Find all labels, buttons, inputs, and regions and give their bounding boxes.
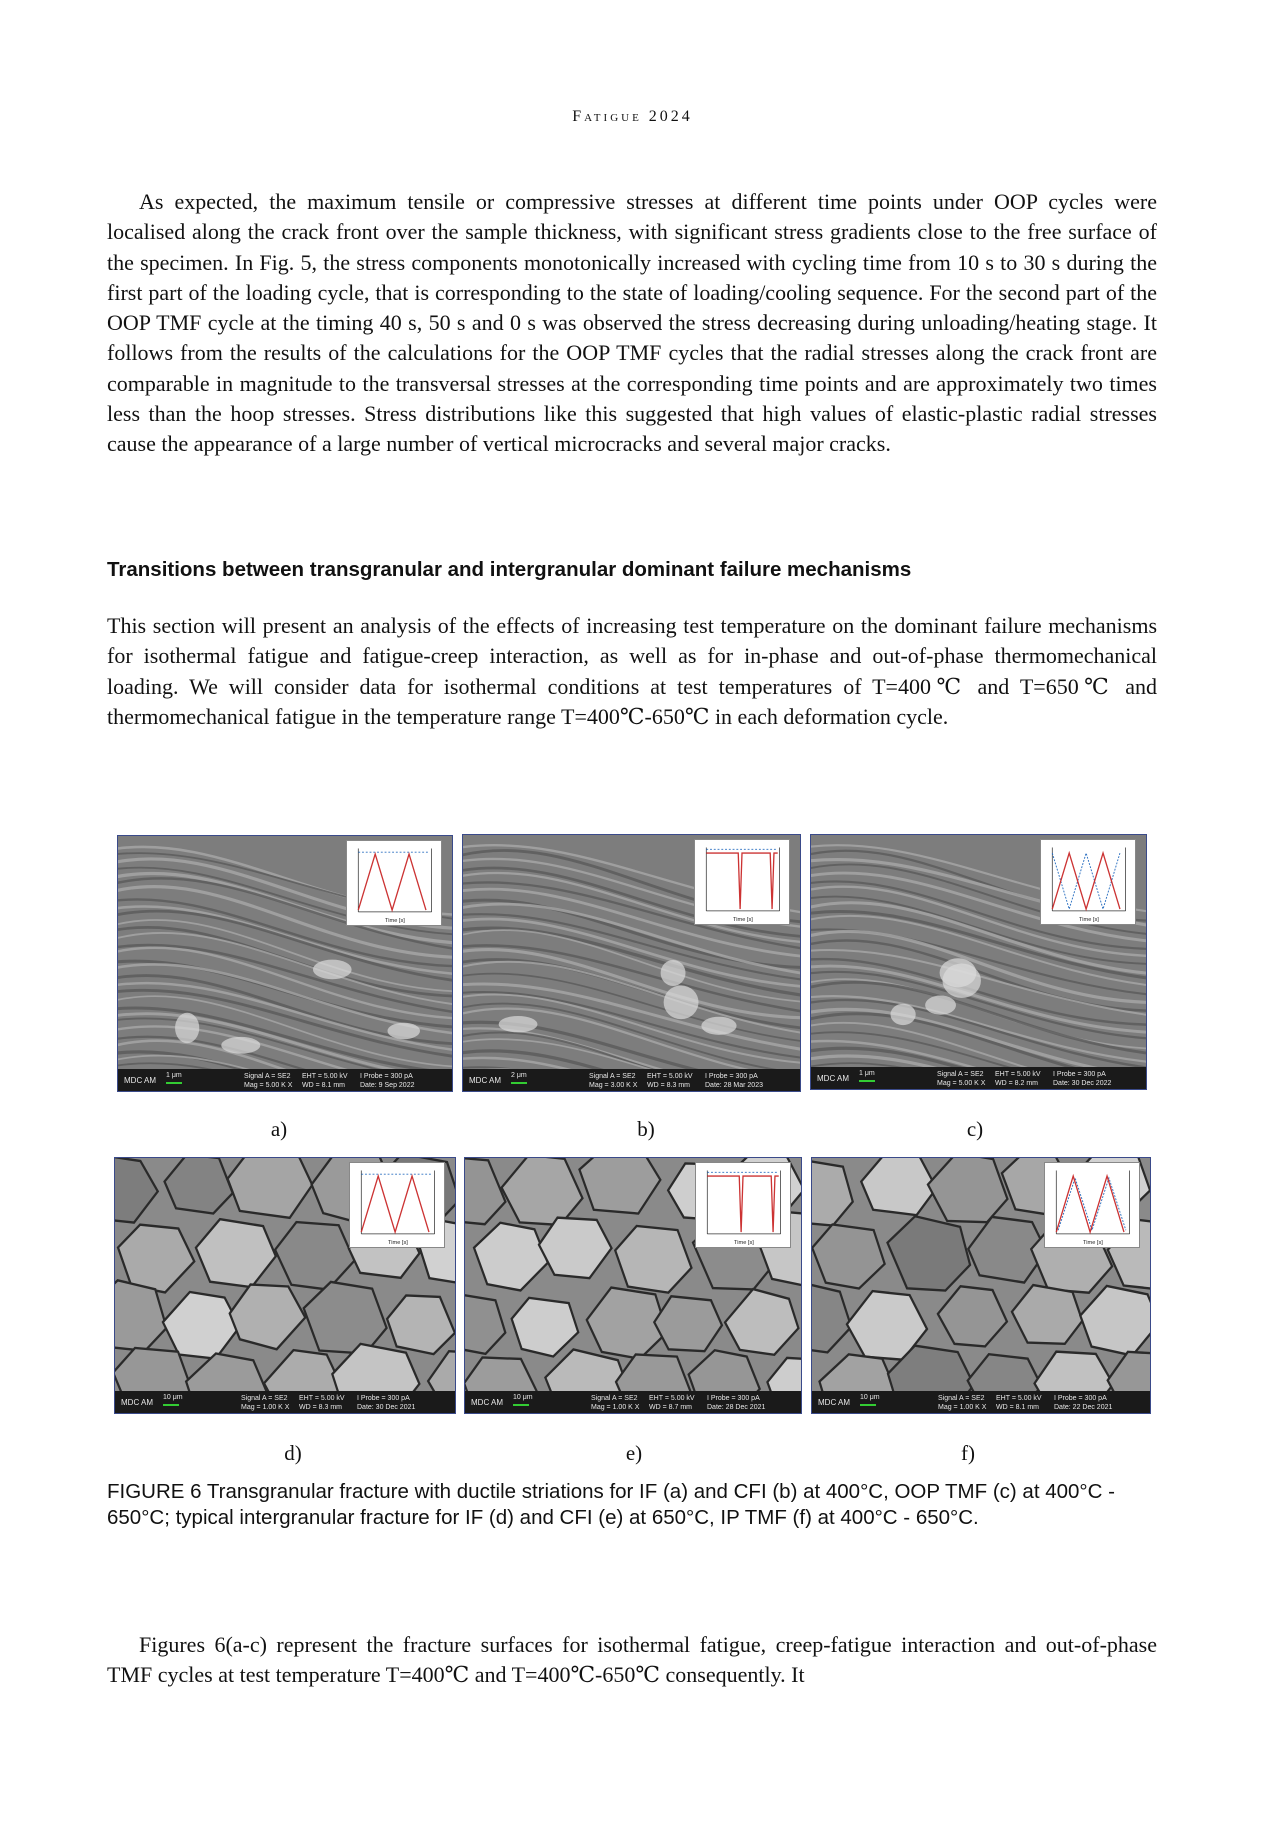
panel-label-a: a) [270,1117,288,1141]
scale-bar: 2 μm [511,1071,527,1084]
scale-bar: 10 μm [163,1393,183,1406]
panel-c [810,834,1147,1090]
sem-logo: MDC AM [124,1076,156,1085]
inset-loading-diagram [695,1162,791,1248]
svg-text:Time [s]: Time [s] [388,1240,408,1247]
sem-signal: Signal A = SE2 Mag = 5.00 K X [937,1071,986,1087]
panel-f [811,1157,1151,1414]
sem-data-bar [465,1391,801,1413]
sem-signal: Signal A = SE2 Mag = 1.00 K X [938,1395,987,1411]
sem-signal: Signal A = SE2 Mag = 5.00 K X [244,1073,293,1089]
sem-logo: MDC AM [121,1398,153,1407]
sem-probe: I Probe = 300 pA Date: 30 Dec 2021 [357,1395,416,1411]
sem-data-bar [115,1391,455,1413]
panel-label-b: b) [637,1117,655,1141]
scale-bar: 1 μm [166,1071,182,1084]
inset-loading-diagram [349,1162,445,1248]
sem-probe: I Probe = 300 pA Date: 9 Sep 2022 [360,1073,415,1089]
sem-probe: I Probe = 300 pA Date: 28 Mar 2023 [705,1073,763,1089]
paragraph-stress: As expected, the maximum tensile or compressive stresses at different time points under OOP cycles were localised along the crack front over the sample thickness, with significant stress gradients close to the free surface of the specimen. In Fig. 5, the stress components monotonically increased with cycling time from 10 s to 30 s during the first part of the loading cycle, that is corresponding to the state of loading/cooling sequence. For the second part of the OOP TMF cycle at the timing 40 s, 50 s and 0 s was observed the stress decreasing during unloading/heating stage. It follows from the results of the calculations for the OOP TMF cycles that the radial stresses along the crack front are comparable in magnitude to the transversal stresses at the corresponding time points and are approximately two times less than the hoop stresses. Stress distributions like this suggested that high values of elastic-plastic radial stresses cause the appearance of a large number of vertical microcracks and several major cracks. [107,189,1157,457]
sem-logo: MDC AM [469,1076,501,1085]
sem-eht: EHT = 5.00 kV WD = 8.1 mm [996,1395,1042,1411]
inset-loading-diagram [346,840,442,926]
sem-data-bar [811,1067,1146,1089]
sem-signal: Signal A = SE2 Mag = 1.00 K X [241,1395,290,1411]
sem-eht: EHT = 5.00 kV WD = 8.7 mm [649,1395,695,1411]
scale-bar: 1 μm [859,1069,875,1082]
sem-eht: EHT = 5.00 kV WD = 8.3 mm [647,1073,693,1089]
panel-label-c: c) [966,1117,984,1141]
sem-eht: EHT = 5.00 kV WD = 8.1 mm [302,1073,348,1089]
panel-label-e: e) [625,1441,643,1465]
panel-label-f: f) [961,1441,975,1465]
inset-loading-diagram [1040,839,1136,925]
sem-data-bar [463,1069,800,1091]
sem-data-bar [118,1069,452,1091]
sem-eht: EHT = 5.00 kV WD = 8.3 mm [299,1395,345,1411]
paragraph-figures-discussion: Figures 6(a-c) represent the fracture surfaces for isothermal fatigue, creep-fatigue interaction and out-of-phase TMF cycles at test temperature T=400℃ and T=400℃-650℃ consequently. It [107,1632,1157,1688]
svg-text:Time [s]: Time [s] [1083,1240,1103,1247]
running-head: Fatigue 2024 [572,108,693,125]
svg-text:Time [s]: Time [s] [733,917,753,924]
sem-probe: I Probe = 300 pA Date: 28 Dec 2021 [707,1395,766,1411]
scale-bar: 10 μm [513,1393,533,1406]
paragraph-section-intro: This section will present an analysis of the effects of increasing test temperature on the dominant failure mechanisms for isothermal fatigue and fatigue-creep interaction, as well as for in-phase and out-of-phase thermomechanical loading. We will consider data for isothermal conditions at test temperatures of T=400℃ and T=650℃ and thermomechanical fatigue in the temperature range T=400℃-650℃ in each deformation cycle. [107,613,1157,729]
sem-logo: MDC AM [817,1074,849,1083]
sem-data-bar [812,1391,1150,1413]
sem-signal: Signal A = SE2 Mag = 1.00 K X [591,1395,640,1411]
svg-text:Time [s]: Time [s] [385,918,405,925]
sem-logo: MDC AM [818,1398,850,1407]
section-heading: Transitions between transgranular and intergranular dominant failure mechanisms [107,558,912,581]
sem-probe: I Probe = 300 pA Date: 22 Dec 2021 [1054,1395,1113,1411]
scale-bar: 10 μm [860,1393,880,1406]
sem-signal: Signal A = SE2 Mag = 3.00 K X [589,1073,638,1089]
sem-probe: I Probe = 300 pA Date: 30 Dec 2022 [1053,1071,1112,1087]
svg-text:Time [s]: Time [s] [734,1240,754,1247]
sem-eht: EHT = 5.00 kV WD = 8.2 mm [995,1071,1041,1087]
sem-logo: MDC AM [471,1398,503,1407]
inset-loading-diagram [1044,1162,1140,1248]
figure-caption: FIGURE 6 Transgranular fracture with ductile striations for IF (a) and CFI (b) at 400°C, OOP TMF (c) at 400°C - 650°C; typical intergranular fracture for IF (d) and CFI (e) at 650°C, IP TMF (f) at 400°C - 650°C. [107,1480,1115,1529]
panel-b [462,834,801,1092]
panel-e [464,1157,802,1414]
panel-d [114,1157,456,1414]
inset-loading-diagram [694,839,790,925]
panel-label-d: d) [284,1441,302,1465]
panel-a [117,835,453,1092]
svg-text:Time [s]: Time [s] [1079,917,1099,924]
